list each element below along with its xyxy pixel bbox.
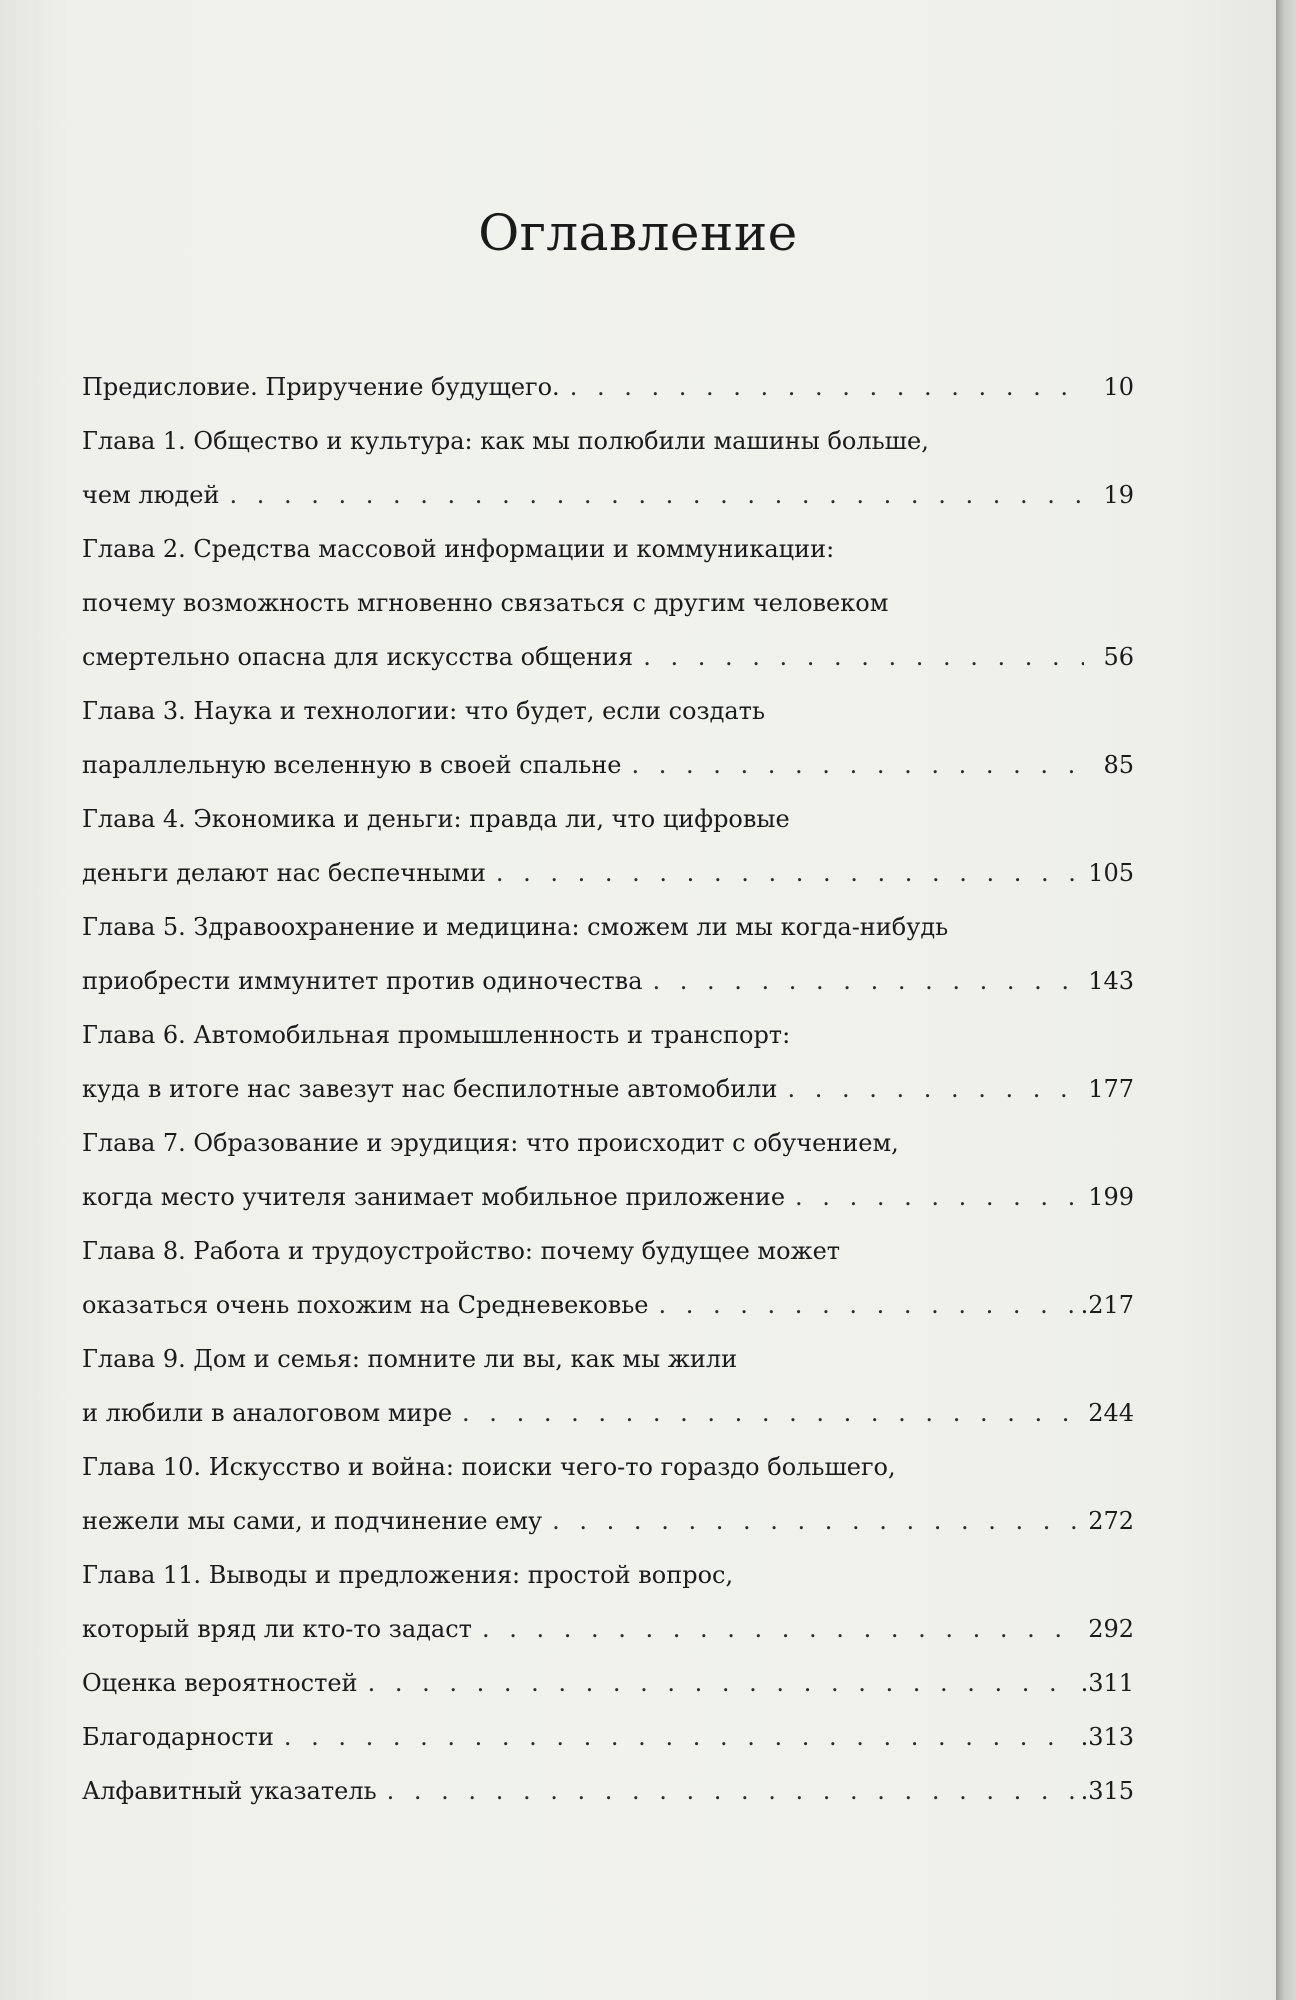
dot-leader — [284, 1710, 1075, 1764]
toc-entry — [82, 684, 1134, 792]
toc-entry-title: параллельную вселенную в своей спальне — [82, 751, 622, 779]
toc-entry-last-line — [82, 846, 1134, 900]
toc-entry-title: Оценка вероятностей — [82, 1669, 358, 1697]
toc-entry-title: Предисловие. Приручение будущего. — [82, 373, 560, 401]
dot-leader — [787, 1062, 1082, 1116]
toc-entry — [82, 1656, 1134, 1710]
page-title: Оглавление — [478, 203, 798, 262]
toc-entry-line: Глава 6. Автомобильная промышленность и транспорт: — [82, 1021, 791, 1049]
dot-leader — [632, 738, 1085, 792]
page-number: 19 — [1103, 481, 1134, 509]
toc-entry — [82, 1008, 1134, 1116]
toc-entry-title: Благодарности — [82, 1723, 274, 1751]
dot-leader — [570, 360, 1084, 414]
toc-entry-title: нежели мы сами, и подчинение ему — [82, 1507, 543, 1535]
toc-entry-title: смертельно опасна для искусства общения — [82, 643, 634, 671]
toc-entry-last-line — [82, 1170, 1134, 1224]
toc-entry-title: который вряд ли кто-то задаст — [82, 1615, 472, 1643]
toc-entry — [82, 1332, 1134, 1440]
toc-entry-last-line — [82, 630, 1134, 684]
toc-entry-line: Глава 5. Здравоохранение и медицина: сможем ли мы когда-нибудь — [82, 913, 949, 941]
dot-leader — [387, 1764, 1075, 1818]
toc-entry-line: Глава 1. Общество и культура: как мы полюбили машины больше, — [82, 427, 929, 455]
toc-entry-title: Алфавитный указатель — [82, 1777, 377, 1805]
page-number: 85 — [1103, 751, 1134, 779]
toc-entry — [82, 522, 1134, 684]
toc-entry-line: Глава 10. Искусство и война: поиски чего-то гораздо большего, — [82, 1453, 896, 1481]
toc-entry-last-line — [82, 360, 1134, 414]
toc-entry-last-line — [82, 1656, 1134, 1710]
toc-entry-line: Глава 11. Выводы и предложения: простой вопрос, — [82, 1561, 734, 1589]
page-number: 143 — [1088, 967, 1134, 995]
toc-entry-title: оказаться очень похожим на Средневековье — [82, 1291, 649, 1319]
toc-entry-last-line — [82, 1602, 1134, 1656]
table-of-contents — [82, 360, 1134, 1818]
toc-entry — [82, 1224, 1134, 1332]
page-number: 177 — [1088, 1075, 1134, 1103]
dot-leader — [368, 1656, 1075, 1710]
page-number: .217 — [1080, 1291, 1134, 1319]
dot-leader — [795, 1170, 1082, 1224]
toc-entry-last-line — [82, 1710, 1134, 1764]
toc-entry-line: Глава 7. Образование и эрудиция: что происходит с обучением, — [82, 1129, 899, 1157]
toc-entry-last-line — [82, 954, 1134, 1008]
dot-leader — [659, 1278, 1075, 1332]
page-number: .313 — [1080, 1723, 1134, 1751]
toc-entry — [82, 1440, 1134, 1548]
toc-entry-line: Глава 4. Экономика и деньги: правда ли, что цифровые — [82, 805, 790, 833]
page-number: 105 — [1088, 859, 1134, 887]
toc-entry-line: Глава 2. Средства массовой информации и коммуникации: — [82, 535, 835, 563]
dot-leader — [496, 846, 1082, 900]
toc-entry — [82, 900, 1134, 1008]
page-number: 199 — [1088, 1183, 1134, 1211]
toc-entry-last-line — [82, 1764, 1134, 1818]
page-edge — [1276, 0, 1296, 2000]
toc-entry-line: почему возможность мгновенно связаться с другим человеком — [82, 589, 889, 617]
page-number: .311 — [1080, 1669, 1134, 1697]
toc-entry-last-line — [82, 1278, 1134, 1332]
page-number: 244 — [1088, 1399, 1134, 1427]
toc-entry-title: чем людей — [82, 481, 220, 509]
toc-entry — [82, 1548, 1134, 1656]
page-number: 292 — [1088, 1615, 1134, 1643]
toc-entry — [82, 414, 1134, 522]
page-number: 10 — [1103, 373, 1134, 401]
toc-entry-title: приобрести иммунитет против одиночества — [82, 967, 643, 995]
dot-leader — [653, 954, 1083, 1008]
toc-entry-title: и любили в аналоговом мире — [82, 1399, 453, 1427]
toc-entry-last-line — [82, 1386, 1134, 1440]
toc-entry-last-line — [82, 738, 1134, 792]
toc-entry-title: куда в итоге нас завезут нас беспилотные автомобили — [82, 1075, 778, 1103]
dot-leader — [552, 1494, 1082, 1548]
page-number: .315 — [1080, 1777, 1134, 1805]
toc-entry-last-line — [82, 468, 1134, 522]
toc-entry — [82, 1764, 1134, 1818]
toc-entry-last-line — [82, 1494, 1134, 1548]
page-number: 272 — [1088, 1507, 1134, 1535]
page-number: 56 — [1103, 643, 1134, 671]
toc-entry — [82, 1116, 1134, 1224]
toc-entry-line: Глава 9. Дом и семья: помните ли вы, как мы жили — [82, 1345, 738, 1373]
dot-leader — [462, 1386, 1082, 1440]
toc-entry-last-line — [82, 1062, 1134, 1116]
toc-entry-title: когда место учителя занимает мобильное приложение — [82, 1183, 786, 1211]
dot-leader — [643, 630, 1084, 684]
toc-entry-title: деньги делают нас беспечными — [82, 859, 486, 887]
toc-entry — [82, 1710, 1134, 1764]
toc-entry-line: Глава 8. Работа и трудоустройство: почему будущее может — [82, 1237, 841, 1265]
dot-leader — [482, 1602, 1082, 1656]
toc-entry-line: Глава 3. Наука и технологии: что будет, если создать — [82, 697, 766, 725]
toc-entry — [82, 360, 1134, 414]
dot-leader — [229, 468, 1084, 522]
toc-entry — [82, 792, 1134, 900]
